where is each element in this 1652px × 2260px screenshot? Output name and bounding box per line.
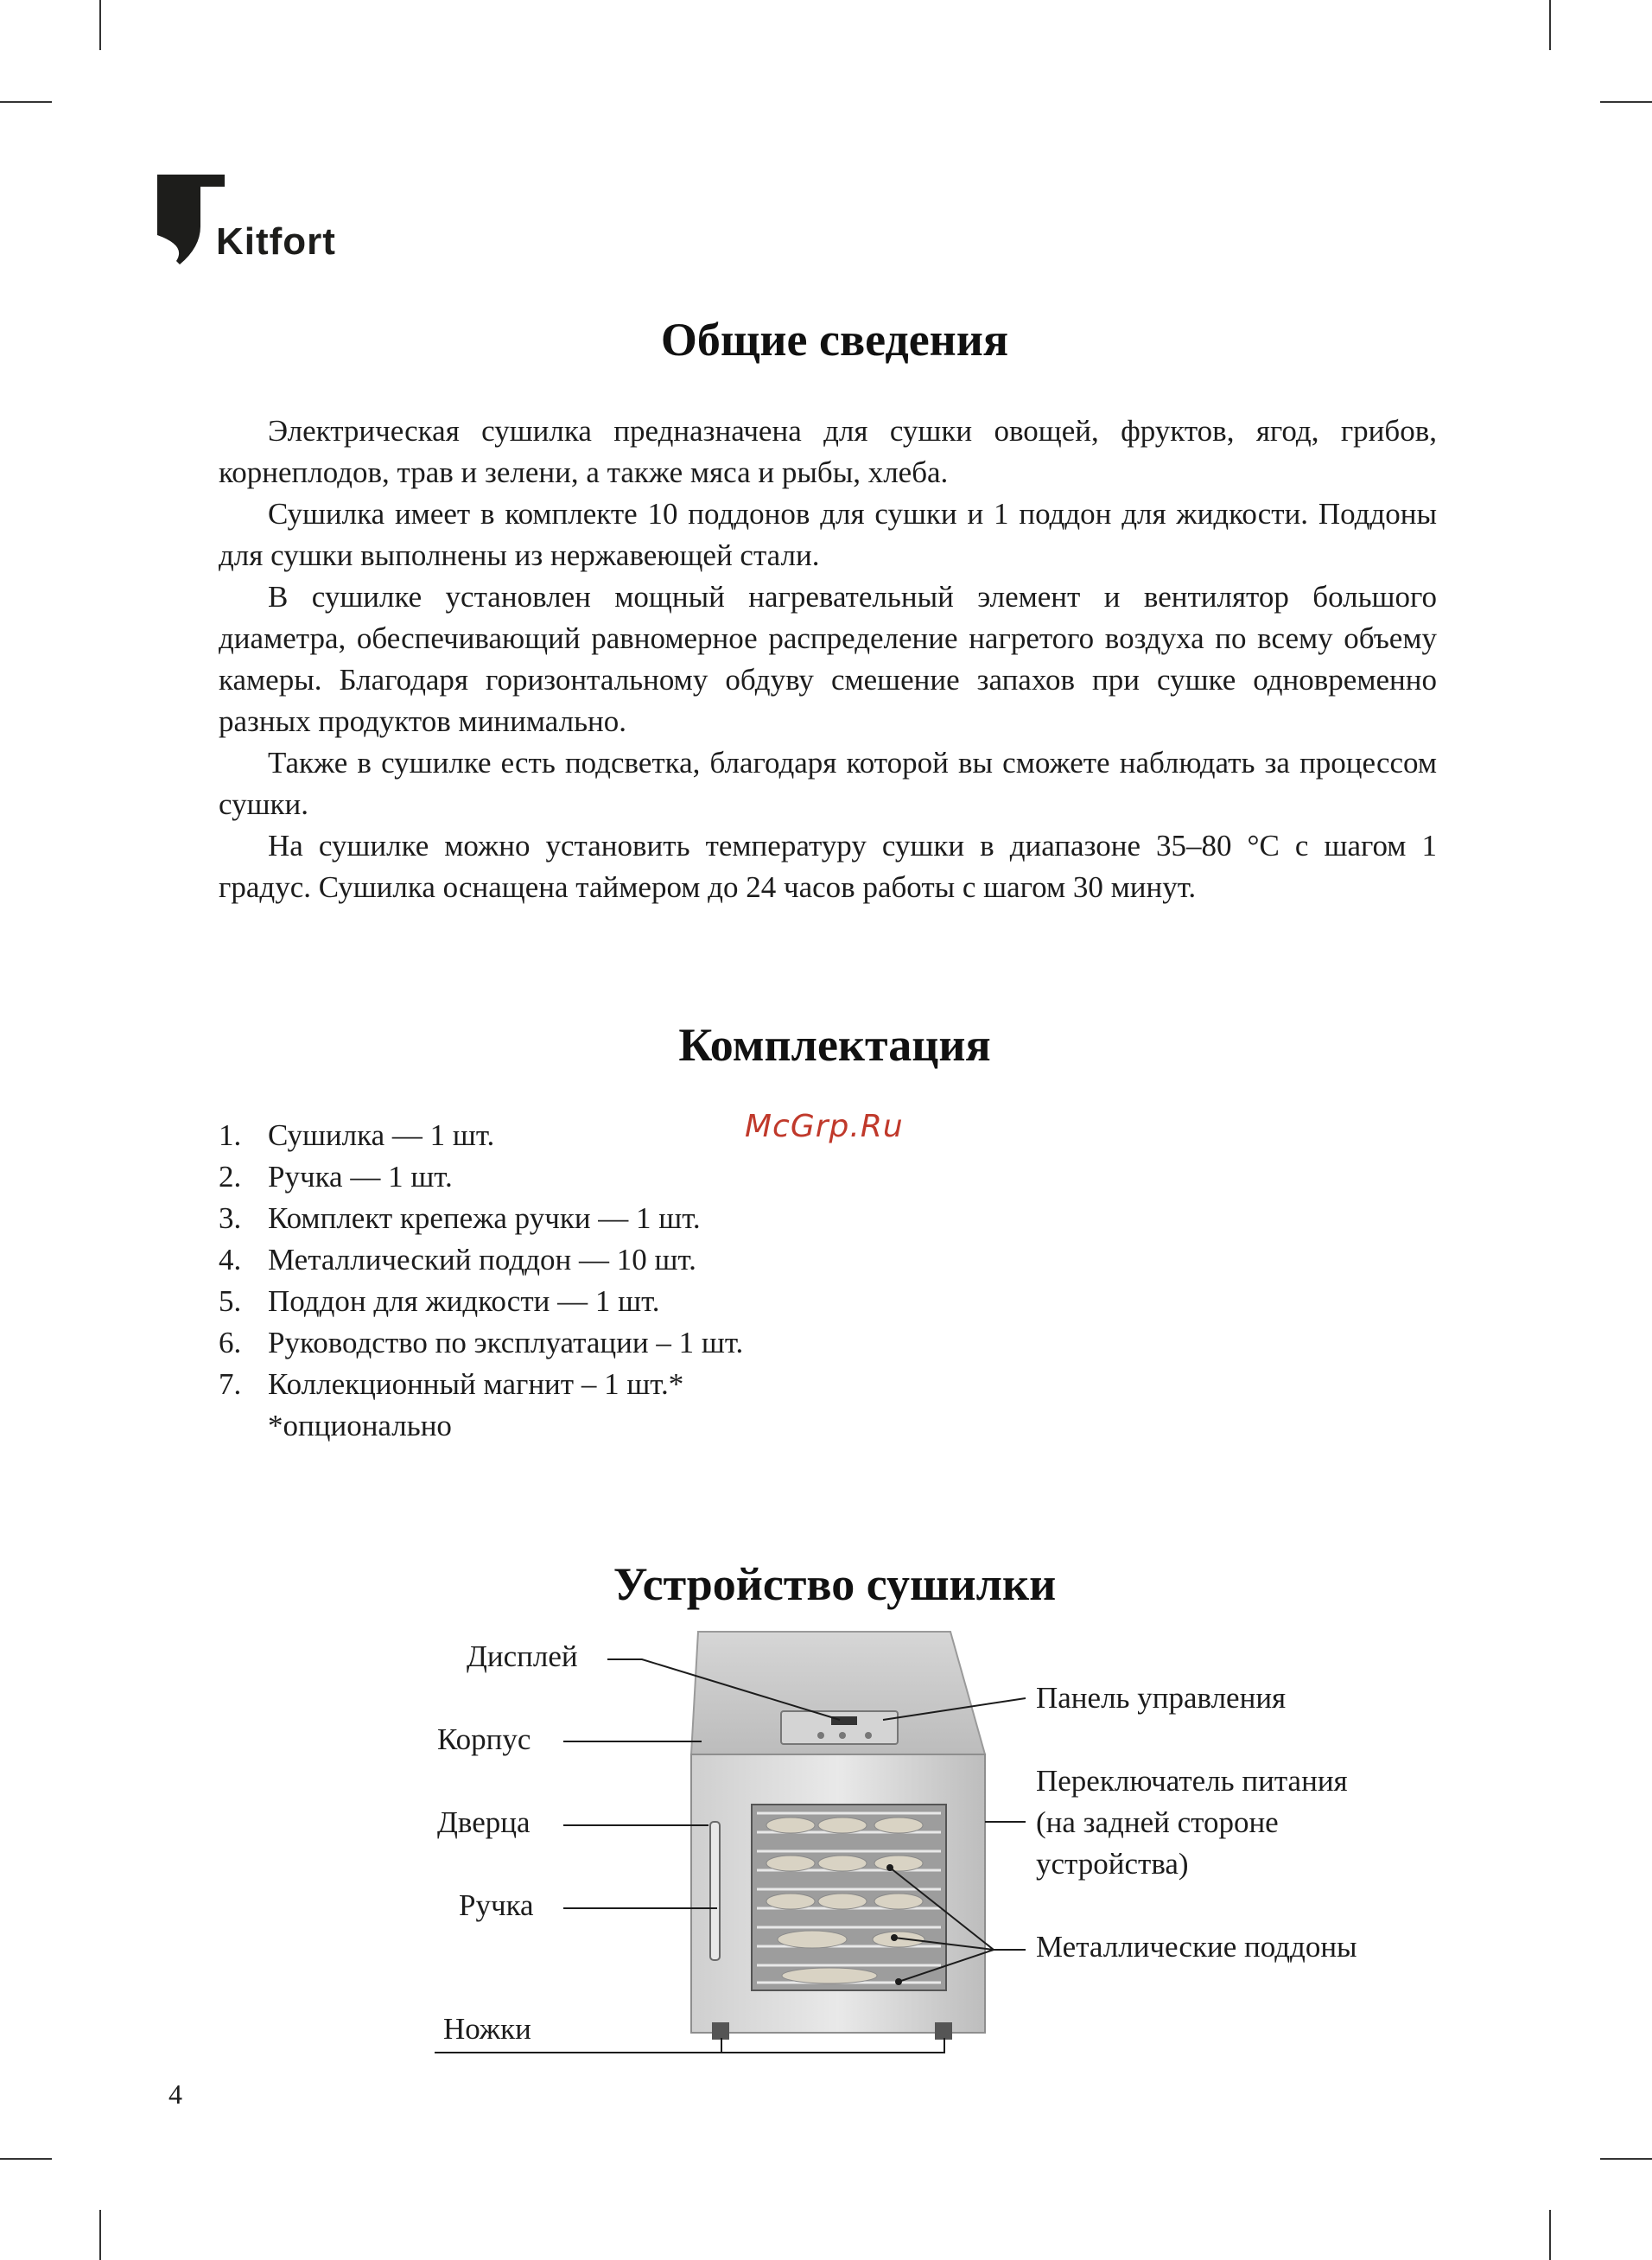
paragraph: Также в сушилке есть подсветка, благодаря которой вы сможете наблюдать за процессом сушки.: [219, 746, 1437, 821]
label-power-switch: Переключатель питания: [1036, 1764, 1348, 1798]
section-title-general: Общие сведения: [660, 314, 1009, 366]
item-number: 3.: [219, 1201, 242, 1235]
item-text: Металлический поддон — 10 шт.: [268, 1243, 696, 1276]
panel-button: [817, 1732, 824, 1739]
item-text: Поддон для жидкости — 1 шт.: [268, 1284, 660, 1318]
paragraph: Электрическая сушилка предназначена для сушки овощей, фруктов, ягод, грибов, корнеплодов, трав и зелени, а также мяса и рыбы, хлеба.: [219, 414, 1437, 489]
section-title-kit: Комплектация: [678, 1019, 991, 1071]
item-text: Коллекционный магнит – 1 шт.*: [268, 1367, 684, 1401]
item-text: Руководство по эксплуатации – 1 шт.: [268, 1326, 744, 1359]
item-number: 7.: [219, 1367, 242, 1401]
label-control-panel: Панель управления: [1036, 1681, 1287, 1715]
watermark[interactable]: McGrp.Ru: [745, 1109, 904, 1144]
foot: [935, 2022, 952, 2040]
item-text: Сушилка — 1 шт.: [268, 1118, 495, 1152]
paragraph: Сушилка имеет в комплекте 10 поддонов для сушки и 1 поддон для жидкости. Поддоны для сушки выполнены из нержавеющей стали.: [219, 497, 1437, 572]
footnote: *опционально: [268, 1409, 452, 1442]
foot: [712, 2022, 729, 2040]
page-number: 4: [168, 2079, 182, 2110]
panel-button: [839, 1732, 846, 1739]
item-number: 4.: [219, 1243, 242, 1276]
control-panel: [781, 1711, 898, 1744]
item-text: Комплект крепежа ручки — 1 шт.: [268, 1201, 701, 1235]
item-number: 6.: [219, 1326, 242, 1359]
section-title-device: Устройство сушилки: [613, 1558, 1057, 1610]
brand-name: Kitfort: [216, 220, 336, 263]
paragraph: На сушилке можно установить температуру сушки в диапазоне 35–80 °С с шагом 1 градус. Сушилка оснащена таймером до 24 часов работы с шагом 30 минут.: [219, 829, 1437, 904]
label-display: Дисплей: [467, 1639, 578, 1673]
label-feet: Ножки: [443, 2012, 531, 2046]
paragraph: В сушилке установлен мощный нагревательный элемент и вентилятор большого диаметра, обеспечивающий равномерное распределение нагретого воздуха по всему объему камеры. Благодаря горизонтальному обдуву смешение запахов при сушке одновременно разных продуктов минимально.: [219, 580, 1437, 738]
label-power-switch-location: устройства): [1036, 1847, 1189, 1881]
item-number: 2.: [219, 1160, 242, 1194]
label-door: Дверца: [437, 1805, 531, 1839]
label-handle: Ручка: [459, 1888, 534, 1922]
panel-button: [865, 1732, 872, 1739]
item-text: Ручка — 1 шт.: [268, 1160, 453, 1194]
label-trays: Металлические поддоны: [1036, 1930, 1357, 1964]
label-body: Корпус: [437, 1722, 531, 1756]
door-handle: [710, 1822, 720, 1960]
item-number: 1.: [219, 1118, 242, 1152]
item-number: 5.: [219, 1284, 242, 1318]
label-power-switch-location: (на задней стороне: [1036, 1805, 1279, 1839]
